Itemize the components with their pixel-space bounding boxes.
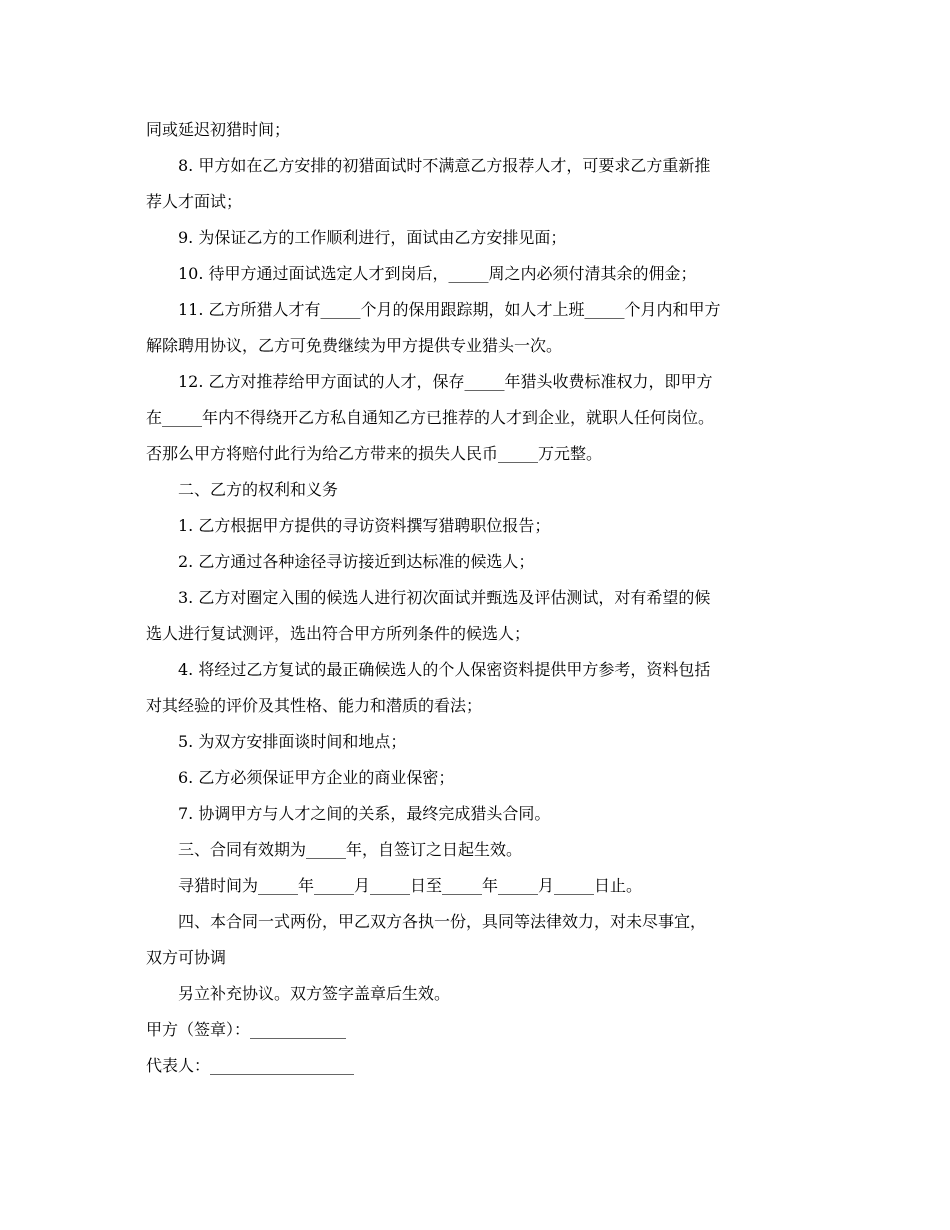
text-line: 对其经验的评价及其性格、能力和潜质的看法； [146, 696, 483, 715]
text-line: 在_____年内不得绕开乙方私自通知乙方已推荐的人才到企业，就职人任何岗位。 [146, 408, 715, 427]
text-line: 11. 乙方所猎人才有_____个月的保用跟踪期，如人才上班_____个月内和甲方 [178, 300, 721, 319]
text-line: 7. 协调甲方与人才之间的关系，最终完成猎头合同。 [178, 804, 551, 823]
text-line: 否那么甲方将赔付此行为给乙方带来的损失人民币_____万元整。 [146, 444, 603, 463]
text-line: 1. 乙方根据甲方提供的寻访资料撰写猎聘职位报告； [178, 516, 551, 535]
signature-line-representative: 代表人：__________________ [146, 1056, 355, 1075]
text-line: 3. 乙方对圈定入围的候选人进行初次面试并甄选及评估测试，对有希望的候 [178, 588, 711, 607]
text-line: 5. 为双方安排面谈时间和地点； [178, 732, 407, 751]
section-heading: 二、乙方的权利和义务 [178, 480, 339, 499]
signature-line-party-a: 甲方（签章）：____________ [146, 1020, 347, 1039]
text-line: 10. 待甲方通过面试选定人才到岗后，_____周之内必须付清其余的佣金； [178, 264, 697, 283]
text-line: 同或延迟初猎时间； [146, 120, 291, 139]
text-line: 12. 乙方对推荐给甲方面试的人才，保存_____年猎头收费标准权力，即甲方 [178, 372, 713, 391]
text-line: 2. 乙方通过各种途径寻访接近到达标准的候选人； [178, 552, 535, 571]
text-line: 双方可协调 [146, 948, 227, 967]
section-heading: 四、本合同一式两份，甲乙双方各执一份，具同等法律效力，对未尽事宜， [178, 912, 707, 931]
text-line: 6. 乙方必须保证甲方企业的商业保密； [178, 768, 455, 787]
document-page [146, 112, 806, 1084]
text-line: 荐人才面试； [146, 192, 243, 211]
text-line: 另立补充协议。双方签字盖章后生效。 [178, 984, 451, 1003]
text-line: 选人进行复试测评，选出符合甲方所列条件的候选人； [146, 624, 531, 643]
text-line: 寻猎时间为_____年_____月_____日至_____年_____月_____日止。 [178, 876, 643, 895]
text-line: 9. 为保证乙方的工作顺利进行，面试由乙方安排见面； [178, 228, 567, 247]
section-heading: 三、合同有效期为_____年，自签订之日起生效。 [178, 840, 523, 859]
text-line: 4. 将经过乙方复试的最正确候选人的个人保密资料提供甲方参考，资料包括 [178, 660, 711, 679]
text-line: 解除聘用协议，乙方可免费继续为甲方提供专业猎头一次。 [146, 336, 563, 355]
text-line: 8. 甲方如在乙方安排的初猎面试时不满意乙方报荐人才，可要求乙方重新推 [178, 156, 711, 175]
